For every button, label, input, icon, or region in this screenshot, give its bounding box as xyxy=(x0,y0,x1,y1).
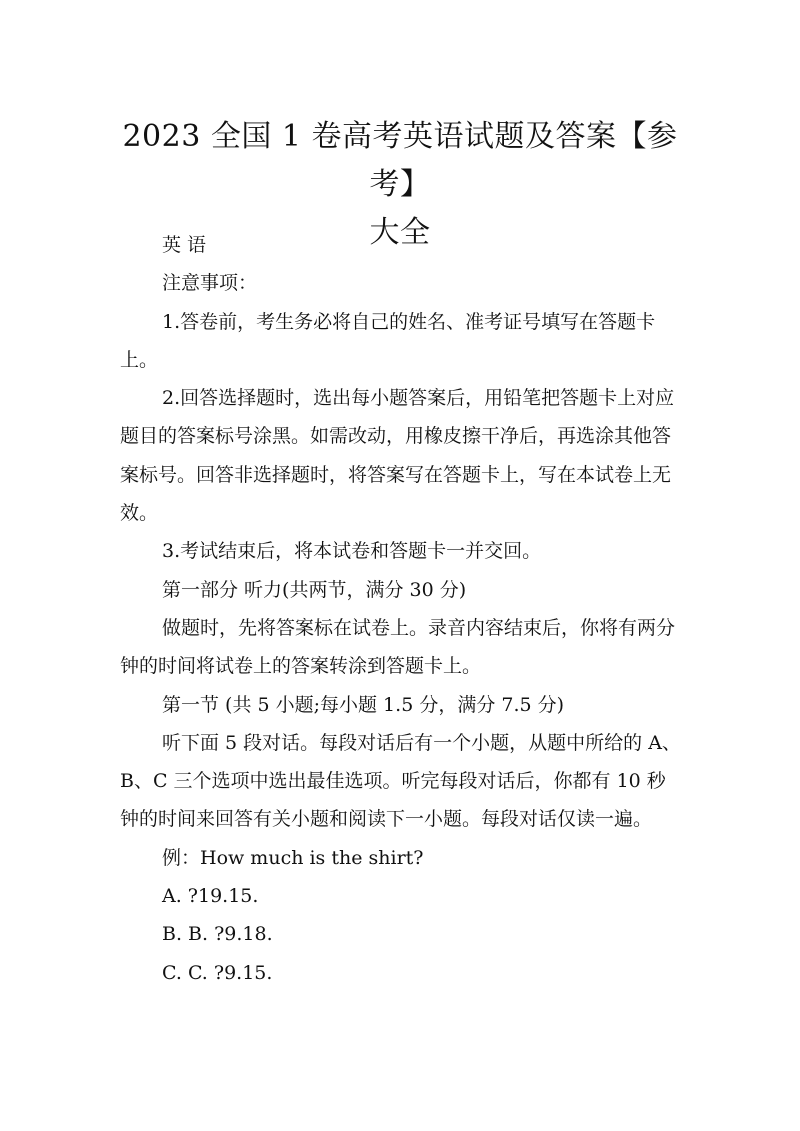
notice-item-1: 1.答卷前，考生务必将自己的姓名、准考证号填写在答题卡上。 xyxy=(120,310,656,371)
option-c: C. C. ?9.15. xyxy=(162,961,273,984)
document-title-line-2: 大全 xyxy=(369,215,431,251)
section-1-heading: 第一节 (共 5 小题;每小题 1.5 分，满分 7.5 分) xyxy=(162,693,565,716)
document-body xyxy=(120,226,682,992)
example-question: 例：How much is the shirt? xyxy=(162,846,424,869)
part-1-heading: 第一部分 听力(共两节，满分 30 分) xyxy=(162,578,467,601)
option-a: A. ?19.15. xyxy=(162,885,259,908)
part-1-instructions: 做题时，先将答案标在试卷上。录音内容结束后，你将有两分钟的时间将试卷上的答案转涂到答题卡上。 xyxy=(120,616,676,678)
option-b: B. B. ?9.18. xyxy=(162,923,273,946)
notice-heading: 注意事项： xyxy=(162,272,258,295)
section-1-instructions: 听下面 5 段对话。每段对话后有一个小题，从题中所给的 A、B、C 三个选项中选出最佳选项。听完每段对话后，你都有 10 秒钟的时间来回答有关小题和阅读下一小题。每段对话仅读一遍。 xyxy=(120,731,681,831)
notice-item-3: 3.考试结束后，将本试卷和答题卡一并交回。 xyxy=(162,540,542,563)
subject-label: 英 语 xyxy=(162,234,207,256)
notice-item-2: 2.回答选择题时，选出每小题答案后，用铅笔把答题卡上对应题目的答案标号涂黑。如需改动，用橡皮擦干净后，再选涂其他答案标号。回答非选择题时，将答案写在答题卡上，写在本试卷上无效。 xyxy=(120,387,675,525)
document-title-line-1: 2023 全国 1 卷高考英语试题及答案【参考】 xyxy=(122,119,678,203)
